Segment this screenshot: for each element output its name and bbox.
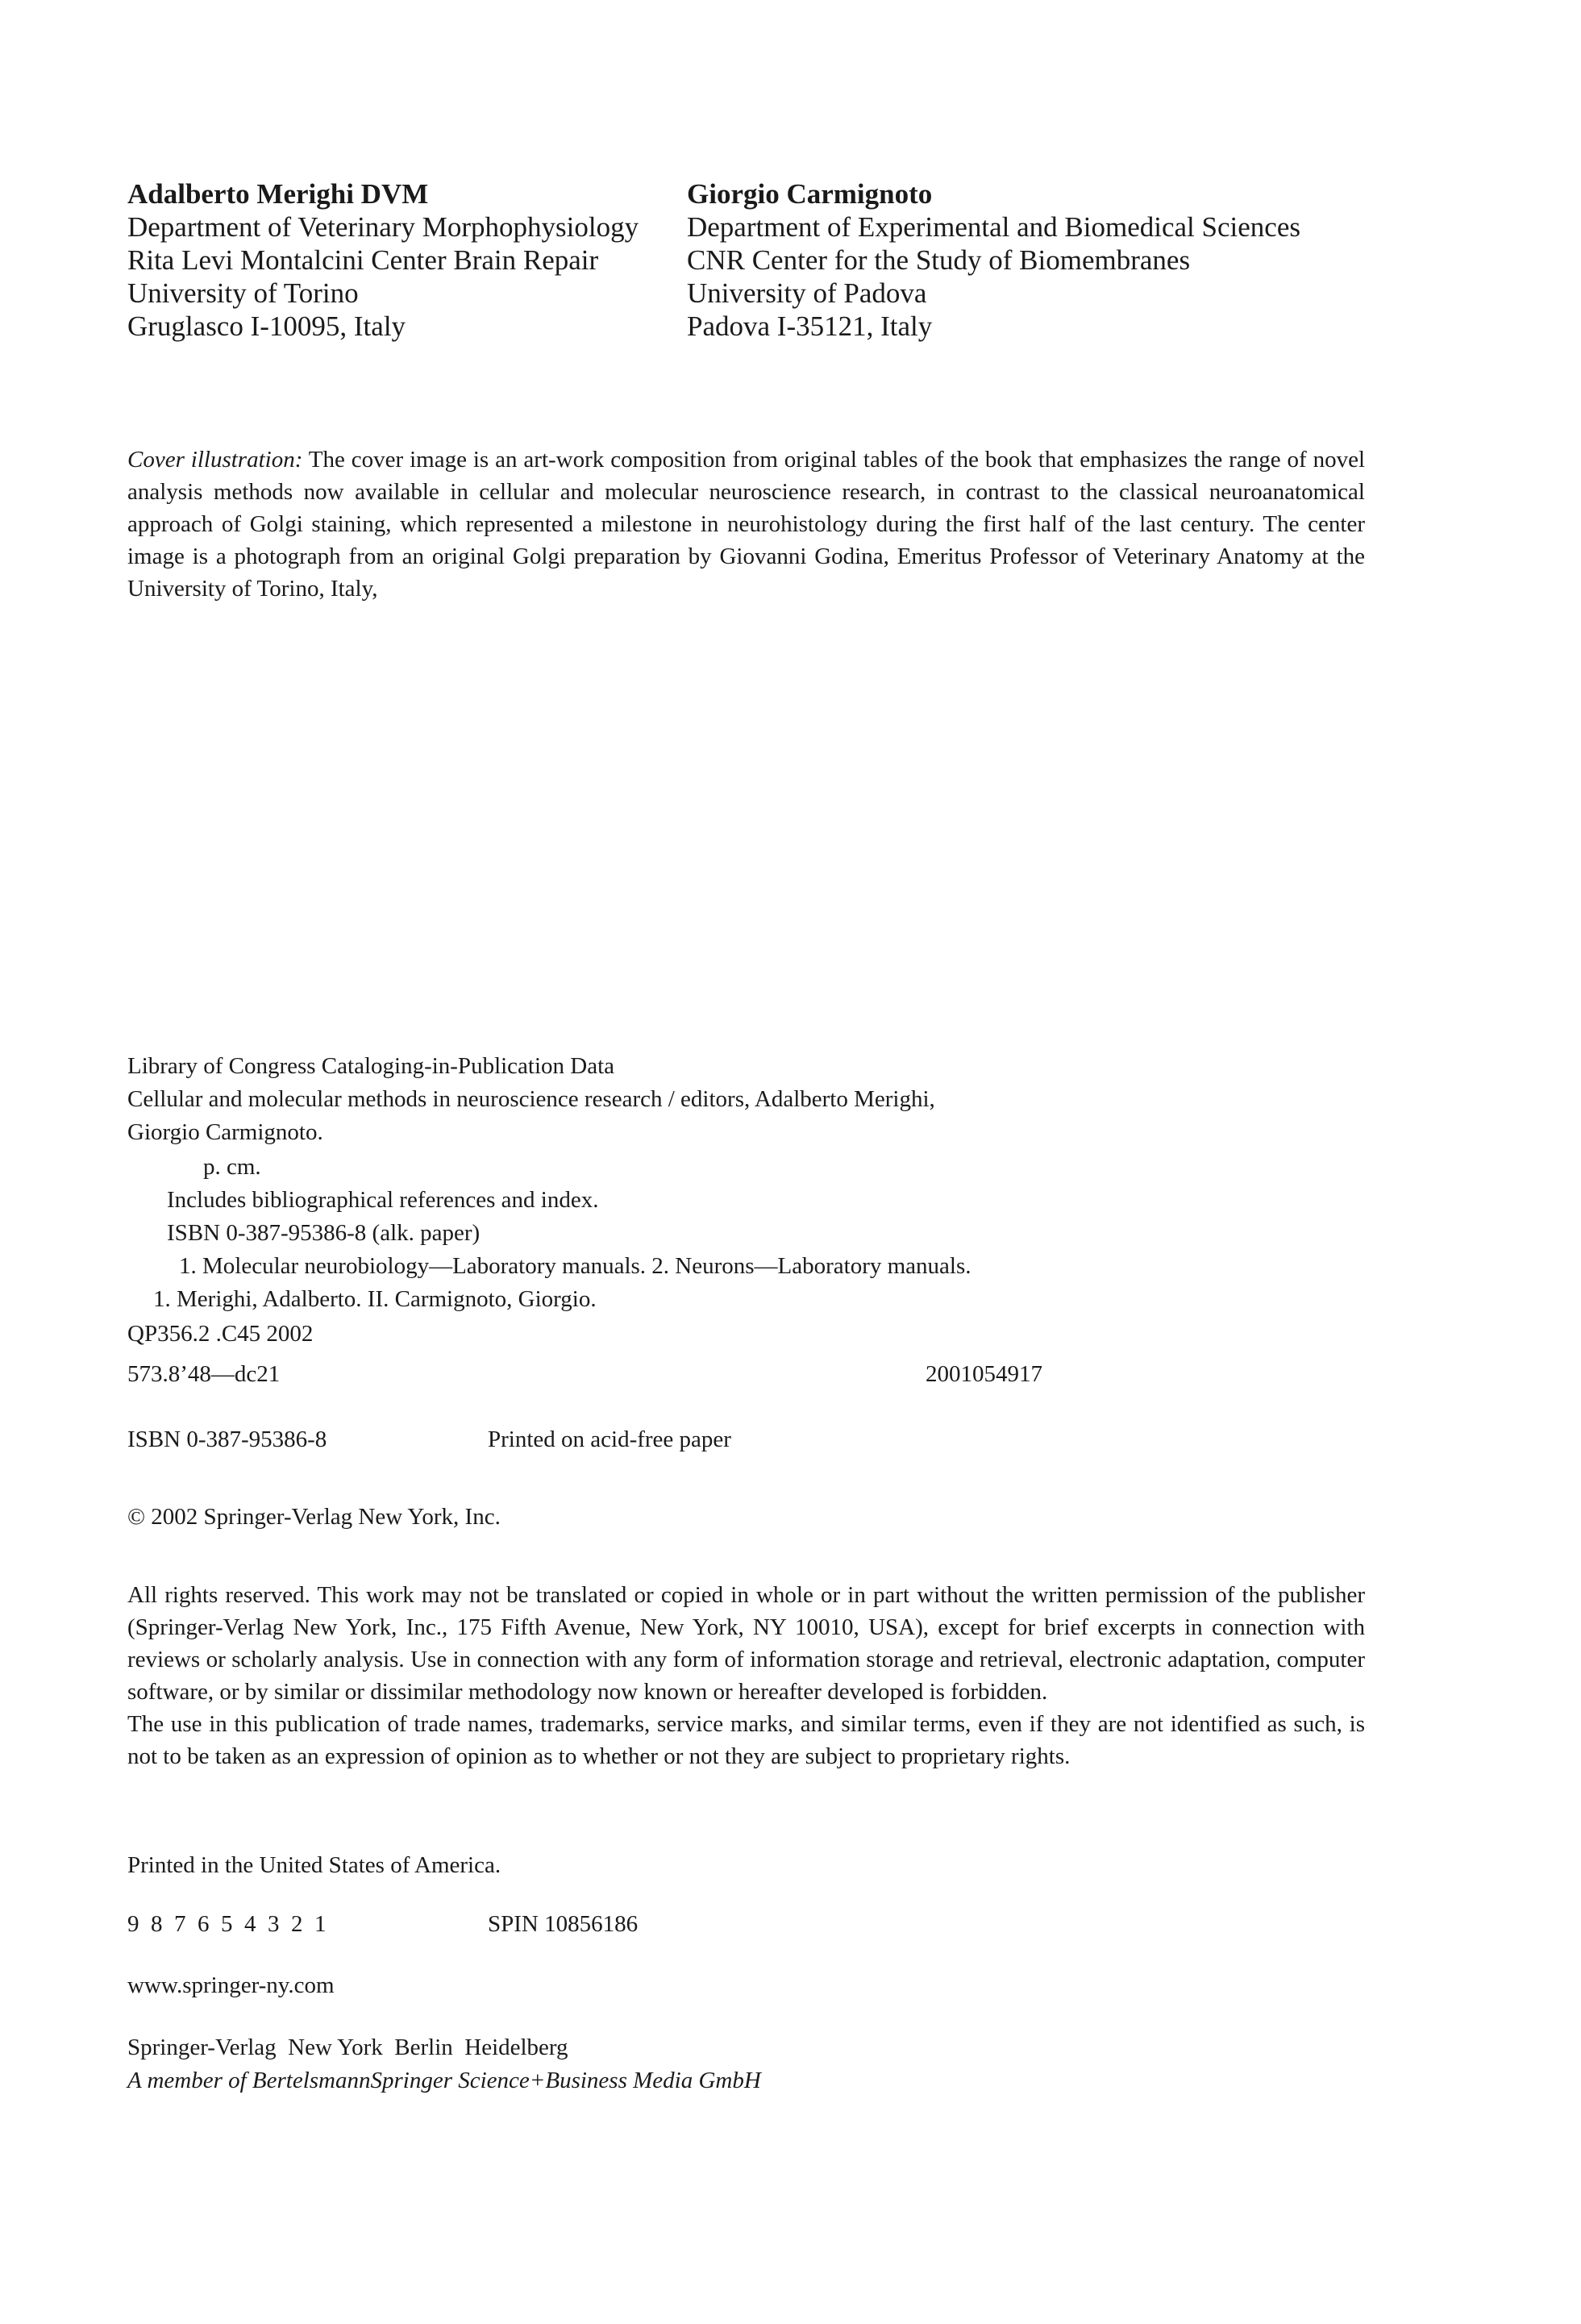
- rights-paragraph: All rights reserved. This work may not be translated or copied in whole or in part without the written permission of the publisher (Springer-Verlag New York, Inc., 175 Fifth Avenue, New York, NY 10010, USA), except for brief excerpts in connection with reviews or scholarly analysis. Use in connection with any form of information storage and retrieval, electronic adaptation, computer software, or by similar or dissimilar methodology now known or hereafter developed is forbidden.: [127, 1582, 1365, 1705]
- cip-physical-description: p. cm.: [203, 1154, 261, 1180]
- cip-added-entries: 1. Merighi, Adalberto. II. Carmignoto, Giorgio.: [153, 1286, 597, 1312]
- cover-illustration-note: [127, 444, 1365, 605]
- cip-notes: Includes bibliographical references and index.: [167, 1187, 599, 1213]
- editor-university: University of Padova: [687, 277, 927, 309]
- editor-name: Adalberto Merighi DVM: [127, 178, 429, 210]
- isbn-line: ISBN 0-387-95386-8: [127, 1426, 327, 1452]
- editor-affiliation-merighi: [127, 177, 639, 343]
- cover-illustration-label: Cover illustration:: [127, 447, 303, 473]
- cip-lc-classification: QP356.2 .C45 2002: [127, 1321, 314, 1347]
- spin-number: SPIN 10856186: [488, 1911, 639, 1937]
- editor-center: Rita Levi Montalcini Center Brain Repair: [127, 244, 599, 276]
- cip-title-line-2: Giorgio Carmignoto.: [127, 1119, 323, 1145]
- acid-free-paper: Printed on acid-free paper: [488, 1426, 731, 1452]
- cip-title-line-1: Cellular and molecular methods in neuroscience research / editors, Adalberto Merighi,: [127, 1086, 935, 1112]
- trademark-paragraph: The use in this publication of trade names, trademarks, service marks, and similar terms, even if they are not identified as such, is not to be taken as an expression of opinion as to whether or not they are subject to proprietary rights.: [127, 1711, 1365, 1769]
- printing-numbers: 9 8 7 6 5 4 3 2 1: [127, 1911, 327, 1937]
- cip-header: Library of Congress Cataloging-in-Publication Data: [127, 1053, 615, 1079]
- publisher-cities: Springer-Verlag New York Berlin Heidelberg: [127, 2035, 568, 2060]
- publisher-website: www.springer-ny.com: [127, 1972, 335, 1998]
- editor-affiliation-carmignoto: [687, 177, 1300, 343]
- publisher-membership: A member of BertelsmannSpringer Science+Business Media GmbH: [127, 2068, 761, 2093]
- printed-in: Printed in the United States of America.: [127, 1852, 501, 1878]
- cip-isbn: ISBN 0-387-95386-8 (alk. paper): [167, 1220, 481, 1246]
- editor-department: Department of Experimental and Biomedical Sciences: [687, 211, 1300, 243]
- editor-address: Padova I-35121, Italy: [687, 310, 933, 342]
- editor-name: Giorgio Carmignoto: [687, 178, 933, 210]
- cip-lccn: 2001054917: [926, 1361, 1042, 1387]
- editor-address: Gruglasco I-10095, Italy: [127, 310, 406, 342]
- cip-subjects: 1. Molecular neurobiology—Laboratory manuals. 2. Neurons—Laboratory manuals.: [179, 1253, 971, 1279]
- editor-university: University of Torino: [127, 277, 359, 309]
- editor-center: CNR Center for the Study of Biomembranes: [687, 244, 1191, 276]
- rights-statement: [127, 1579, 1365, 1772]
- cip-dewey: 573.8’48—dc21: [127, 1361, 281, 1387]
- copyright-notice: © 2002 Springer-Verlag New York, Inc.: [127, 1504, 501, 1530]
- cover-illustration-text: The cover image is an art-work composition from original tables of the book that emphasizes the range of novel analysis methods now available in cellular and molecular neuroscience research, in contrast to the classical neuroanatomical approach of Golgi staining, which represented a milestone in neurohistology during the first half of the last century. The center image is a photograph from an original Golgi preparation by Giovanni Godina, Emeritus Professor of Veterinary Anatomy at the University of Torino, Italy,: [127, 447, 1365, 602]
- editor-department: Department of Veterinary Morphophysiology: [127, 211, 639, 243]
